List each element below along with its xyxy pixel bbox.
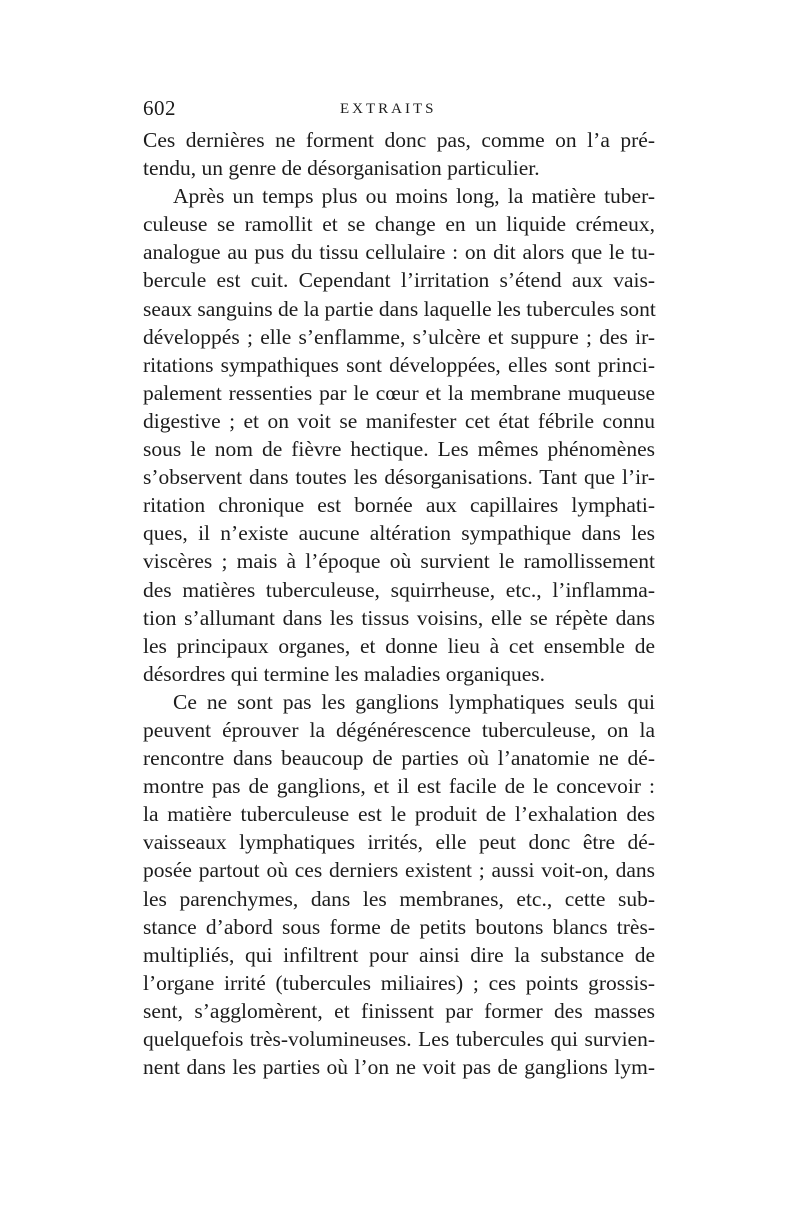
- text-line: l’organe irrité (tubercules miliaires) ; ces points grossis-: [143, 970, 655, 995]
- text-line: sent, s’agglomèrent, et finissent par former des masses: [143, 998, 655, 1023]
- text-line: viscères ; mais à l’époque où survient le ramollissement: [143, 549, 655, 574]
- text-line: rencontre dans beaucoup de parties où l’anatomie ne dé-: [143, 746, 655, 771]
- text-line: ritation chronique est bornée aux capillaires lymphati-: [143, 493, 655, 518]
- text-line: nent dans les parties où l’on ne voit pas de ganglions lym-: [143, 1055, 655, 1080]
- text-line: sous le nom de fièvre hectique. Les mêmes phénomènes: [143, 437, 655, 462]
- text-line: bercule est cuit. Cependant l’irritation s’étend aux vais-: [143, 268, 655, 293]
- text-line: tion s’allumant dans les tissus voisins, elle se répète dans: [143, 605, 655, 630]
- text-line: quelquefois très-volumineuses. Les tubercules qui survien-: [143, 1027, 655, 1051]
- text-line: analogue au pus du tissu cellulaire : on dit alors que le tu-: [143, 240, 655, 265]
- text-line: désordres qui termine les maladies organiques.: [143, 661, 546, 686]
- text-line: développés ; elle s’enflamme, s’ulcère et suppure ; des ir-: [143, 324, 655, 349]
- text-line: multipliés, qui infiltrent pour ainsi dire la substance de: [143, 942, 655, 967]
- running-head-title: EXTRAITS: [340, 101, 437, 117]
- text-line: les parenchymes, dans les membranes, etc., cette sub-: [143, 886, 655, 911]
- paragraph-first-line: Après un temps plus ou moins long, la matière tuber-: [173, 184, 655, 209]
- text-line: montre pas de ganglions, et il est facile de le concevoir :: [143, 774, 655, 799]
- text-line: ques, il n’existe aucune altération sympathique dans les: [143, 521, 655, 546]
- text-line: ritations sympathiques sont développées, elles sont princi-: [143, 352, 655, 377]
- text-line: digestive ; et on voit se manifester cet état fébrile connu: [143, 408, 655, 433]
- text-line: posée partout où ces derniers existent ; aussi voit-on, dans: [143, 858, 655, 883]
- text-line: tendu, un genre de désorganisation particulier.: [143, 156, 540, 181]
- body-text: [143, 126, 655, 1081]
- text-line: la matière tuberculeuse est le produit de l’exhalation des: [143, 802, 655, 827]
- text-line: Ces dernières ne forment donc pas, comme on l’a pré-: [143, 128, 655, 152]
- text-line: stance d’abord sous forme de petits boutons blancs très-: [143, 914, 655, 939]
- text-line: s’observent dans toutes les désorganisations. Tant que l’ir-: [143, 465, 655, 490]
- text-line: seaux sanguins de la partie dans laquelle les tubercules sont: [143, 296, 656, 321]
- text-line: culeuse se ramollit et se change en un liquide crémeux,: [143, 212, 655, 237]
- paragraph-first-line: Ce ne sont pas les ganglions lymphatiques seuls qui: [173, 689, 655, 714]
- page-number: 602: [143, 96, 176, 120]
- text-line: des matières tuberculeuse, squirrheuse, etc., l’inflamma-: [143, 577, 655, 602]
- text-line: peuvent éprouver la dégénérescence tuberculeuse, on la: [143, 717, 655, 742]
- text-line: vaisseaux lymphatiques irrités, elle peut donc être dé-: [143, 830, 655, 855]
- running-head: [143, 90, 665, 124]
- text-line: les principaux organes, et donne lieu à cet ensemble de: [143, 633, 655, 658]
- text-line: palement ressenties par le cœur et la membrane muqueuse: [143, 380, 655, 405]
